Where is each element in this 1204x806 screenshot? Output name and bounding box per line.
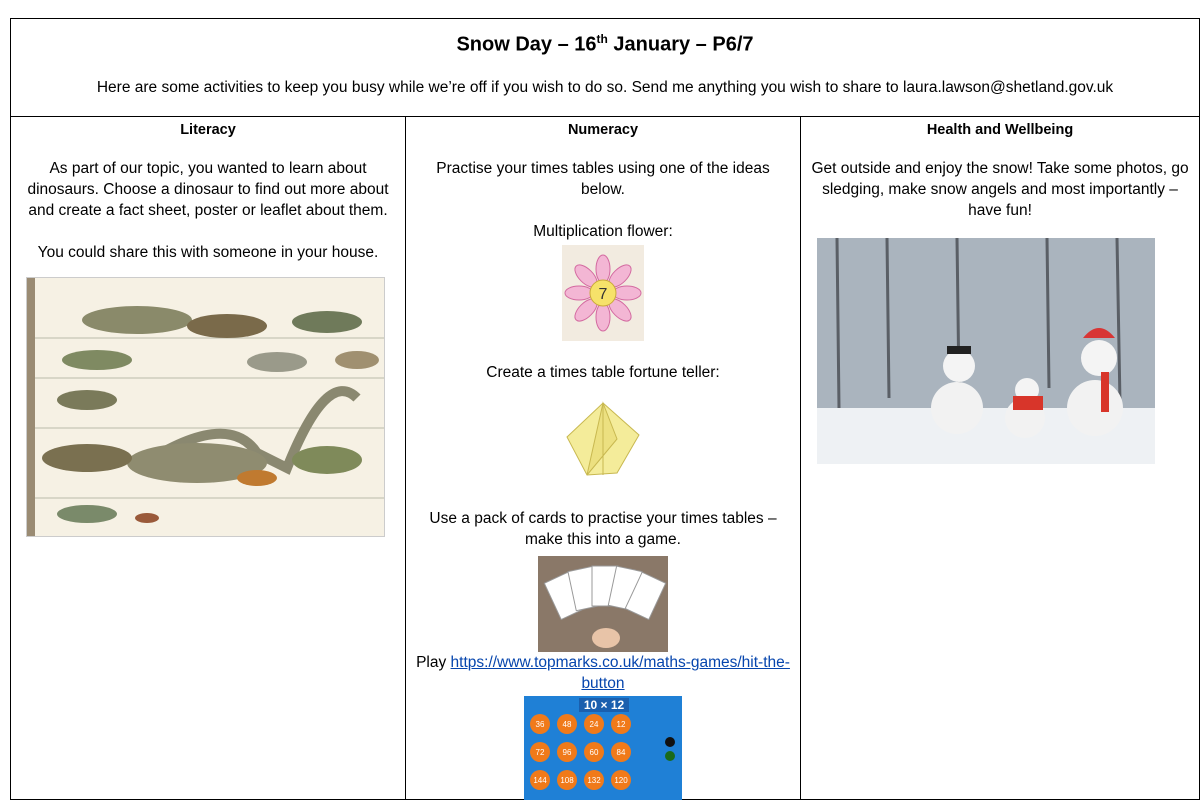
activity-sheet xyxy=(10,18,1200,800)
game-number: 96 xyxy=(562,748,572,757)
activity-columns xyxy=(11,117,1199,800)
play-prefix: Play xyxy=(416,654,451,671)
game-number: 84 xyxy=(616,748,626,757)
dinosaur-timeline-image xyxy=(26,277,385,537)
title-text-end: January – P6/7 xyxy=(607,33,754,56)
playing-cards-image xyxy=(538,556,668,652)
health-task: Get outside and enjoy the snow! Take some photos, go sledging, make snow angels and most importantly – have fun! xyxy=(811,160,1189,219)
flower-label: Multiplication flower: xyxy=(533,223,673,240)
numeracy-task: Practise your times tables using one of the ideas below. xyxy=(436,160,770,198)
multiplication-flower-image xyxy=(562,245,644,341)
literacy-heading: Literacy xyxy=(180,122,236,138)
fortune-teller-image xyxy=(557,395,649,487)
flower-center-number: 7 xyxy=(598,286,608,303)
game-number: 72 xyxy=(535,748,545,757)
game-number: 12 xyxy=(616,720,626,729)
literacy-task: As part of our topic, you wanted to learn about dinosaurs. Choose a dinosaur to find out more about and create a fact sheet, poster or leaflet about them. xyxy=(27,160,389,219)
game-number: 60 xyxy=(589,748,599,757)
numeracy-column xyxy=(406,117,801,800)
intro-text: Here are some activities to keep you busy while we’re off if you wish to do so. Send me anything you wish to share to laura.lawson@shetland.gov.uk xyxy=(96,78,1114,96)
game-number: 132 xyxy=(587,776,601,785)
title-text: Snow Day – 16 xyxy=(456,33,597,56)
health-heading: Health and Wellbeing xyxy=(926,122,1074,138)
cards-label: Use a pack of cards to practise your times tables – make this into a game. xyxy=(429,510,777,548)
game-number: 48 xyxy=(562,720,572,729)
play-line xyxy=(416,652,790,694)
literacy-share: You could share this with someone in your house. xyxy=(37,244,379,261)
game-number: 120 xyxy=(614,776,628,785)
fortune-label: Create a times table fortune teller: xyxy=(486,364,720,381)
page-title xyxy=(11,19,1199,60)
game-question: 10 × 12 xyxy=(583,698,625,712)
game-number: 108 xyxy=(560,776,574,785)
numeracy-heading: Numeracy xyxy=(567,122,639,138)
snowmen-photo xyxy=(817,238,1155,464)
game-number: 36 xyxy=(535,720,545,729)
title-superscript: th xyxy=(596,32,608,46)
topmarks-link[interactable]: https://www.topmarks.co.uk/maths-games/hit-the-button xyxy=(450,654,790,692)
game-number: 144 xyxy=(533,776,547,785)
health-column xyxy=(801,117,1199,800)
hit-the-button-game-image xyxy=(524,696,682,800)
game-number: 24 xyxy=(589,720,599,729)
sheet-header xyxy=(11,19,1199,117)
literacy-column xyxy=(11,117,406,800)
